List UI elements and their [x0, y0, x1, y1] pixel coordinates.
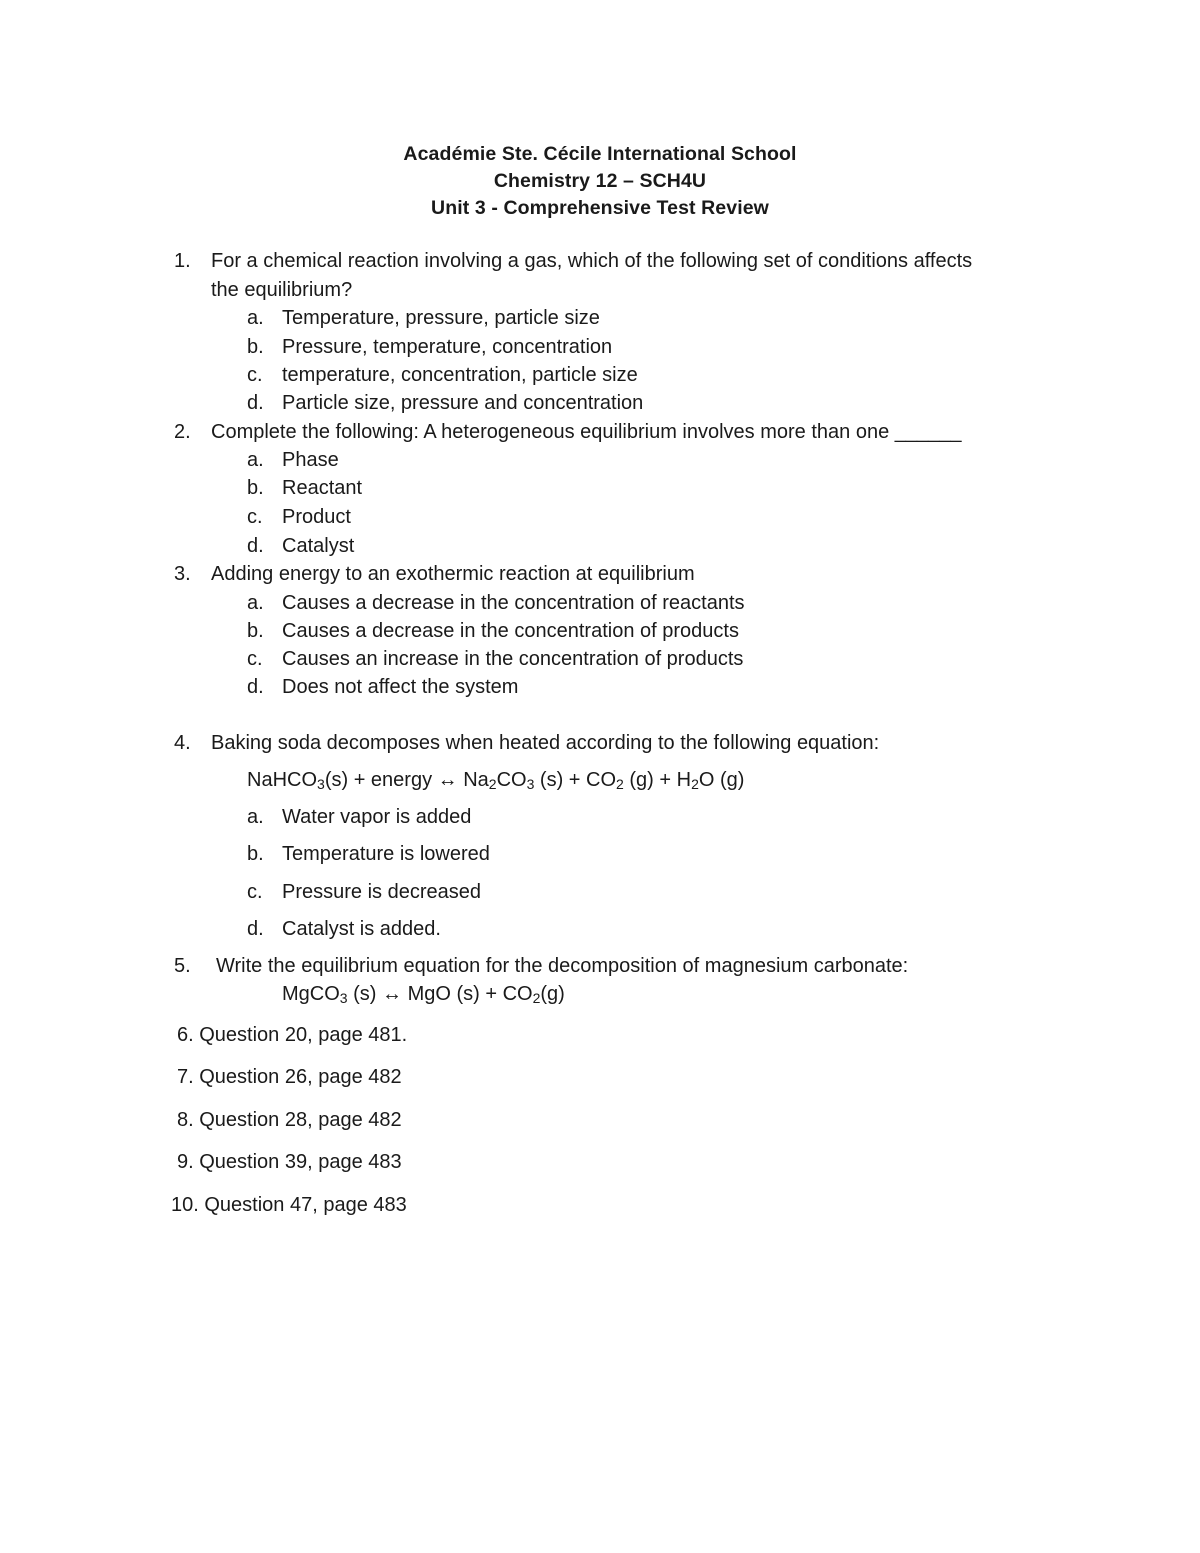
reference-item: 8. Question 28, page 482	[177, 1109, 402, 1131]
option-letter: c.	[247, 364, 263, 386]
option-text: Temperature, pressure, particle size	[282, 307, 600, 329]
course-title: Chemistry 12 – SCH4U	[493, 170, 707, 192]
option-text: Reactant	[282, 477, 363, 499]
subscript: 2	[616, 776, 624, 792]
subscript: 2	[532, 990, 541, 1006]
option-text: Pressure is decreased	[282, 881, 481, 903]
option-letter: a.	[247, 806, 264, 828]
question-number: 3.	[174, 563, 191, 585]
equation-part: O (g)	[698, 769, 745, 791]
question-text: Complete the following: A heterogeneous equilibrium involves more than one ______	[211, 421, 962, 443]
option-text: Causes a decrease in the concentration of products	[282, 620, 739, 642]
option-letter: a.	[247, 307, 264, 329]
question-number: 2.	[174, 421, 191, 443]
option-text: temperature, concentration, particle size	[282, 364, 638, 386]
option-letter: a.	[247, 449, 264, 471]
question-text: For a chemical reaction involving a gas, which of the following set of conditions affects	[211, 250, 973, 272]
option-letter: b.	[247, 843, 264, 865]
subscript: 2	[488, 776, 497, 792]
equation-part: (s) + CO	[534, 769, 617, 791]
reference-item: 7. Question 26, page 482	[177, 1066, 402, 1088]
option-text: Causes a decrease in the concentration of reactants	[282, 592, 745, 614]
option-letter: b.	[247, 477, 264, 499]
equation-part: NaHCO	[247, 769, 318, 791]
option-text: Pressure, temperature, concentration	[282, 336, 613, 358]
subscript: 3	[526, 776, 535, 792]
option-text: Catalyst is added.	[282, 918, 441, 940]
chemical-equation	[247, 767, 744, 793]
option-text: Catalyst	[282, 535, 355, 557]
option-letter: d.	[247, 392, 264, 414]
option-letter: d.	[247, 676, 264, 698]
document-header	[0, 141, 1200, 222]
option-text: Water vapor is added	[282, 806, 472, 828]
option-letter: c.	[247, 506, 263, 528]
question-number: 4.	[174, 732, 191, 754]
equation-part: CO	[496, 769, 527, 791]
option-letter: a.	[247, 592, 264, 614]
option-text: Does not affect the system	[282, 676, 519, 698]
subscript: 2	[691, 776, 699, 792]
unit-title: Unit 3 - Comprehensive Test Review	[431, 197, 769, 219]
option-letter: d.	[247, 535, 264, 557]
reference-item: 10. Question 47, page 483	[171, 1194, 407, 1216]
option-letter: c.	[247, 648, 263, 670]
subscript: 3	[317, 776, 325, 792]
school-name: Académie Ste. Cécile International School	[403, 143, 797, 165]
question-text: the equilibrium?	[211, 279, 353, 301]
option-letter: b.	[247, 620, 264, 642]
equation-part: (s) ↔ MgO (s) + CO	[347, 983, 533, 1005]
question-text: Write the equilibrium equation for the decomposition of magnesium carbonate:	[216, 955, 909, 977]
equation-part: (g)	[540, 983, 565, 1005]
option-text: Temperature is lowered	[282, 843, 490, 865]
option-text: Product	[282, 506, 351, 528]
question-text: Baking soda decomposes when heated according to the following equation:	[211, 732, 880, 754]
option-text: Particle size, pressure and concentration	[282, 392, 644, 414]
reference-item: 6. Question 20, page 481.	[177, 1024, 408, 1046]
option-letter: c.	[247, 881, 263, 903]
option-text: Phase	[282, 449, 339, 471]
option-text: Causes an increase in the concentration of products	[282, 648, 744, 670]
option-letter: b.	[247, 336, 264, 358]
question-number: 1.	[174, 250, 191, 272]
option-letter: d.	[247, 918, 264, 940]
equation-part: (s) + energy ↔ Na	[324, 769, 489, 791]
subscript: 3	[339, 990, 348, 1006]
reference-item: 9. Question 39, page 483	[177, 1151, 402, 1173]
question-number: 5.	[174, 955, 191, 977]
equation-part: (g) + H	[623, 769, 692, 791]
chemical-equation	[282, 981, 565, 1007]
equation-part: MgCO	[282, 983, 340, 1005]
question-text: Adding energy to an exothermic reaction at equilibrium	[211, 563, 695, 585]
